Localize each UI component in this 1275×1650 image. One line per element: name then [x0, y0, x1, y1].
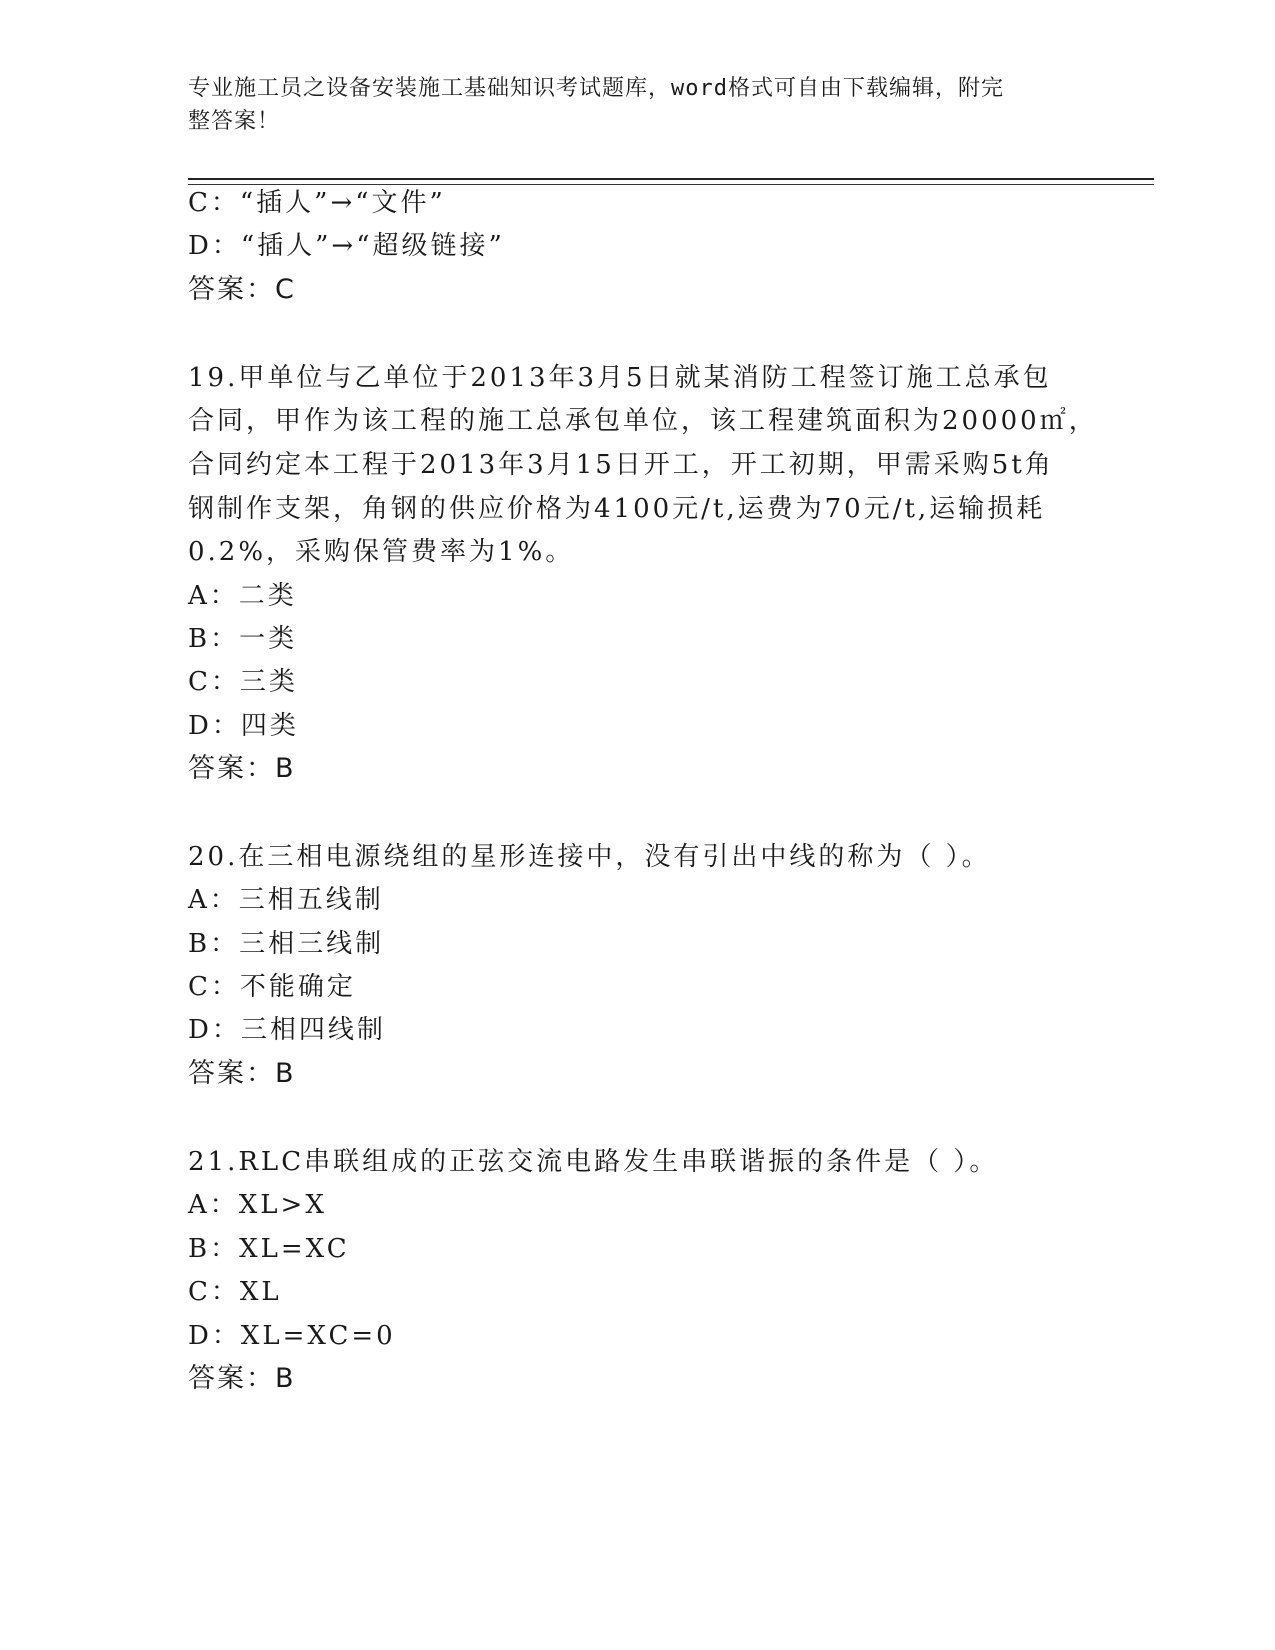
- q21-option-a: A：XL>X: [188, 1190, 327, 1220]
- q19-answer: 答案：B: [188, 753, 296, 784]
- q19-option-d: D：四类: [188, 711, 299, 741]
- q20-option-d: D：三相四线制: [188, 1015, 386, 1045]
- q20-option-a: A：三相五线制: [188, 885, 384, 915]
- document-header: [188, 72, 1068, 138]
- q18-answer: 答案：C: [188, 274, 296, 305]
- q21-answer: 答案：B: [188, 1363, 296, 1394]
- q19-option-a: A：二类: [188, 581, 297, 611]
- q21-option-d: D：XL=XC=0: [188, 1321, 396, 1351]
- header-line-1: 专业施工员之设备安装施工基础知识考试题库，word格式可自由下载编辑，附完: [188, 76, 1004, 101]
- q20-option-c: C：不能确定: [188, 972, 356, 1002]
- q20-option-b: B：三相三线制: [188, 929, 385, 959]
- q21-option-b: B：XL=XC: [188, 1234, 350, 1264]
- q18-option-d: D：“插人”→“超级链接”: [188, 231, 505, 261]
- q18-option-c: C：“插人”→“文件”: [188, 188, 446, 218]
- q19-text-line: 0.2%，采购保管费率为1%。: [188, 537, 575, 567]
- q19-text-line: 19.甲单位与乙单位于2013年3月5日就某消防工程签订施工总承包: [188, 363, 1052, 393]
- q19-option-c: C：三类: [188, 667, 298, 697]
- q20-answer: 答案：B: [188, 1058, 296, 1089]
- q21-option-c: C：XL: [188, 1277, 282, 1307]
- q19-text-line: 合同，甲作为该工程的施工总承包单位，该工程建筑面积为20000㎡，: [188, 406, 1098, 436]
- header-divider-thin: [188, 184, 1154, 185]
- header-line-2: 整答案！: [188, 109, 281, 134]
- header-divider-thick: [188, 178, 1154, 180]
- q19-option-b: B：一类: [188, 624, 298, 654]
- q20-question: 20.在三相电源绕组的星形连接中，没有引出中线的称为（ ）。: [188, 842, 991, 872]
- q19-text-line: 合同约定本工程于2013年3月15日开工，开工初期，甲需采购5t角: [188, 450, 1054, 480]
- q19-text-line: 钢制作支架，角钢的供应价格为4100元/t,运费为70元/t,运输损耗: [188, 494, 1046, 524]
- q21-question: 21.RLC串联组成的正弦交流电路发生串联谐振的条件是（ ）。: [188, 1147, 999, 1177]
